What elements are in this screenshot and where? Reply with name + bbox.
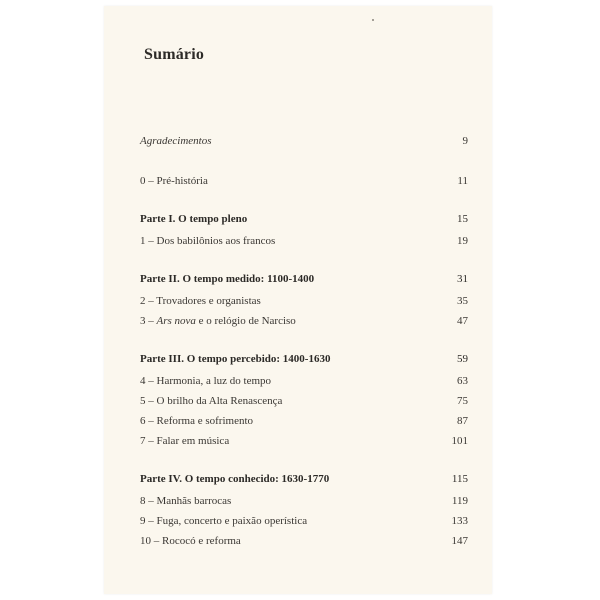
- toc-part-label: Parte I. O tempo pleno: [140, 213, 248, 225]
- toc-part-3: [140, 352, 468, 366]
- toc-entry-chapter-5: [140, 394, 468, 408]
- toc-entry-page: 19: [457, 235, 468, 247]
- toc-entry-page: 9: [462, 135, 468, 147]
- book-page: [104, 6, 492, 594]
- toc-entry-page: 59: [457, 353, 468, 365]
- toc-entry-label: 6 – Reforma e sofrimento: [140, 415, 254, 427]
- toc-entry-page: 63: [457, 375, 468, 387]
- toc-entry-page: 147: [451, 535, 468, 547]
- toc-entry-label: 8 – Manhãs barrocas: [140, 495, 232, 507]
- toc-entry-page: 115: [451, 473, 468, 485]
- toc-entry-chapter-7: [140, 434, 468, 448]
- toc-entry-page: 31: [457, 273, 468, 285]
- toc-entry-label: 9 – Fuga, concerto e paixão operística: [140, 515, 308, 527]
- toc-entry-page: 11: [457, 175, 468, 187]
- toc-part-label: Parte IV. O tempo conhecido: 1630-1770: [140, 473, 330, 485]
- toc-part-2: [140, 272, 468, 286]
- toc-entry-page: 87: [457, 415, 468, 427]
- toc-entry-label: 1 – Dos babilônios aos francos: [140, 235, 276, 247]
- toc-entry-agradecimentos: [140, 134, 468, 148]
- toc-part-label: Parte III. O tempo percebido: 1400-1630: [140, 353, 331, 365]
- toc-entry-page: 75: [457, 395, 468, 407]
- toc-entry-chapter-0: [140, 174, 468, 188]
- toc-part-4: [140, 472, 468, 486]
- toc-entry-label: 5 – O brilho da Alta Renascença: [140, 395, 283, 407]
- toc-entry-label: 10 – Rococó e reforma: [140, 535, 241, 547]
- toc-entry-label-italic: Ars nova: [156, 315, 196, 327]
- toc-entry-chapter-10: [140, 534, 468, 548]
- toc-entry-chapter-1: [140, 234, 468, 248]
- toc-entry-page: 47: [457, 315, 468, 327]
- toc-entry-label: 2 – Trovadores e organistas: [140, 295, 261, 307]
- toc-part-1: [140, 212, 468, 226]
- toc-entry-label: [140, 314, 296, 328]
- toc-entry-chapter-6: [140, 414, 468, 428]
- toc-entry-chapter-4: [140, 374, 468, 388]
- toc-entry-page: 119: [451, 495, 468, 507]
- ink-speck: [372, 19, 374, 21]
- toc-entry-page: 133: [451, 515, 468, 527]
- toc-entry-chapter-9: [140, 514, 468, 528]
- toc-entry-page: 101: [451, 435, 468, 447]
- toc-entry-chapter-2: [140, 294, 468, 308]
- toc-entry-label-suffix: e o relógio de Narciso: [195, 315, 296, 327]
- toc-entry-page: 35: [457, 295, 468, 307]
- toc-entry-label-prefix: 3 –: [140, 315, 157, 327]
- page-title: Sumário: [144, 46, 205, 63]
- toc-entry-label: 7 – Falar em música: [140, 435, 230, 447]
- toc-entry-label: Agradecimentos: [140, 135, 212, 147]
- toc-entry-label: 0 – Pré-história: [140, 175, 208, 187]
- toc-entry-chapter-8: [140, 494, 468, 508]
- toc-entry-page: 15: [457, 213, 468, 225]
- toc-entry-chapter-3: [140, 314, 468, 328]
- toc-part-label: Parte II. O tempo medido: 1100-1400: [140, 273, 315, 285]
- toc-entry-label: 4 – Harmonia, a luz do tempo: [140, 375, 272, 387]
